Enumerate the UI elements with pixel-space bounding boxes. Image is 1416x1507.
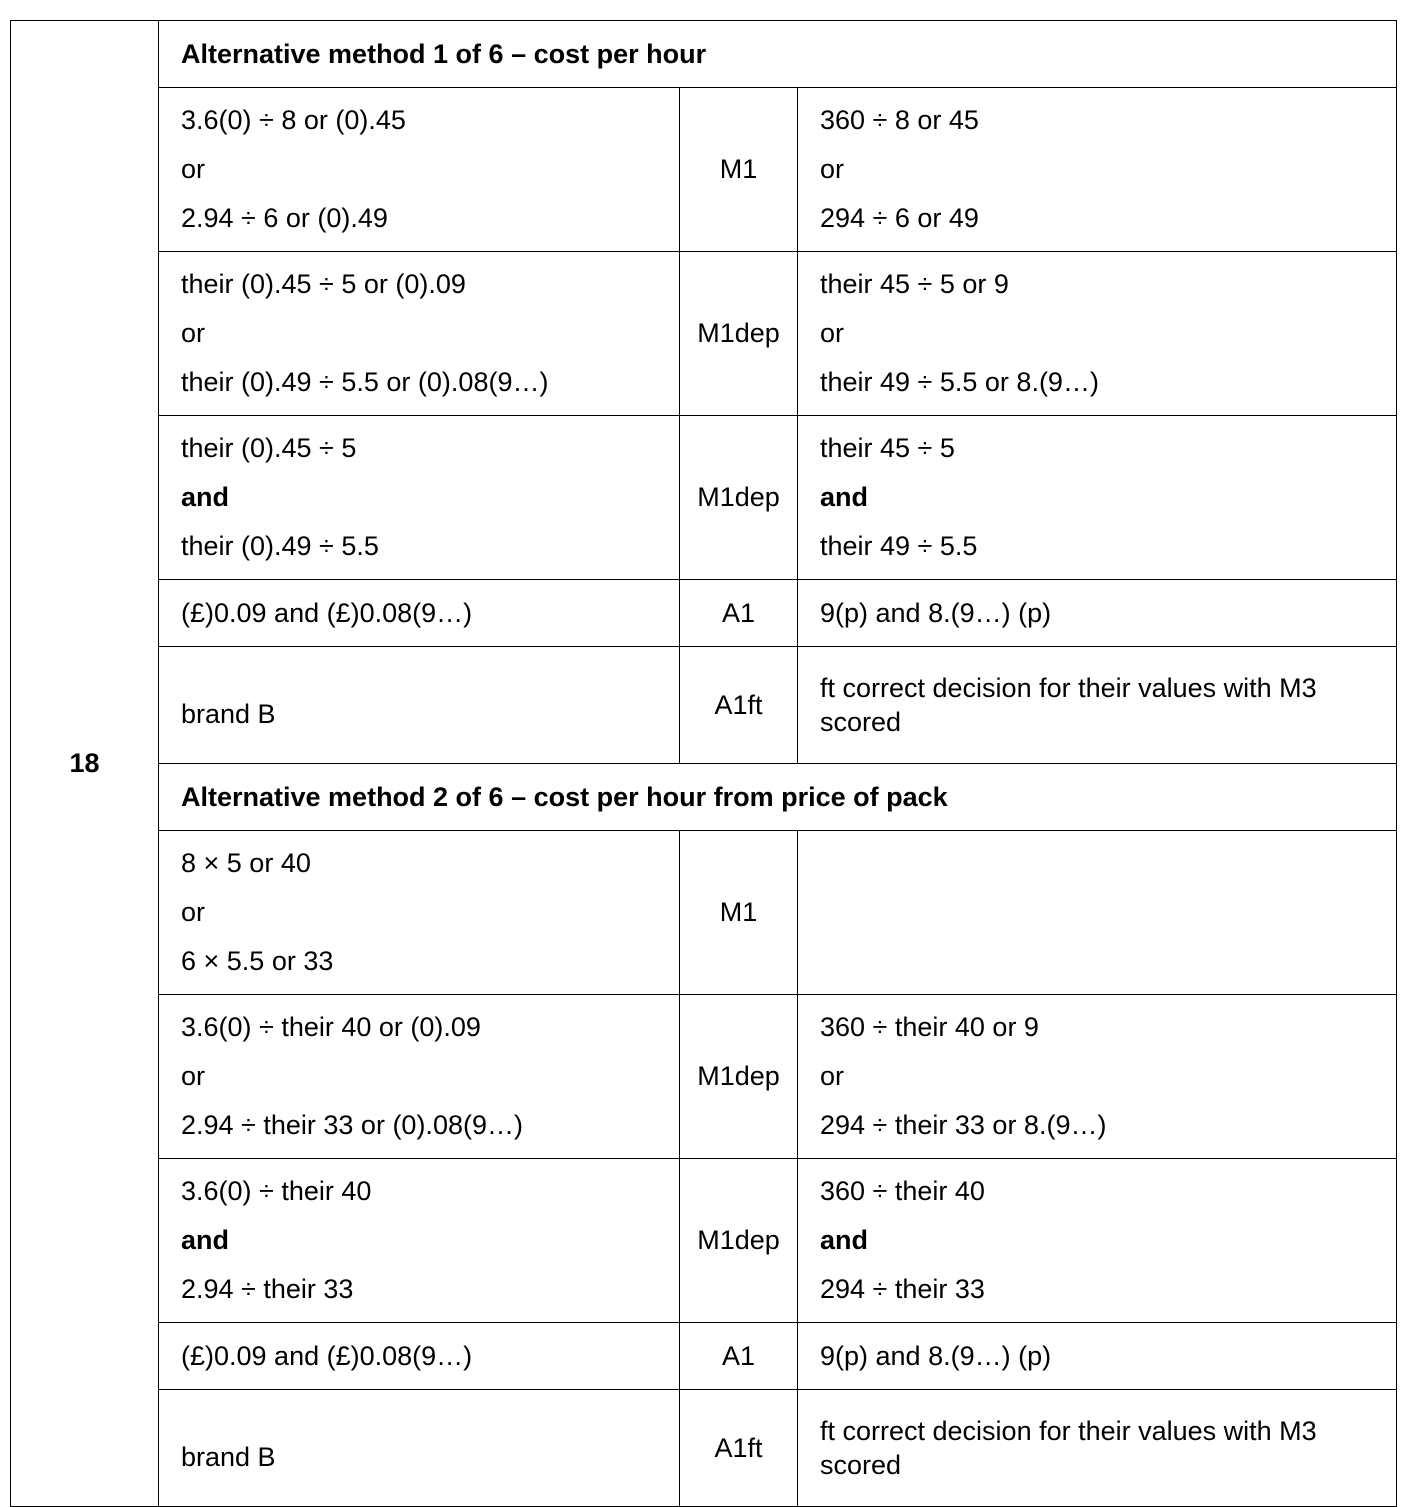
comment-text: 9(p) and 8.(9…) (p): [820, 1340, 1052, 1371]
answer-cell: [159, 88, 680, 252]
answer-line: their (0).49 ÷ 5.5: [181, 531, 379, 561]
answer-connector: and: [181, 1225, 230, 1255]
comment-connector: and: [820, 1225, 869, 1255]
method-1-heading: Alternative method 1 of 6 – cost per hour: [159, 21, 1397, 88]
mark-cell: A1ft: [680, 1390, 798, 1507]
answer-line: 8 × 5 or 40: [181, 848, 311, 878]
answer-text: brand B: [181, 698, 276, 729]
table-row: [11, 647, 1397, 764]
mark-cell: A1ft: [680, 647, 798, 764]
comment-line: their 45 ÷ 5: [820, 433, 955, 463]
mark-cell: A1: [680, 1323, 798, 1390]
answer-connector: and: [181, 482, 230, 512]
mark-scheme-table: [10, 20, 1397, 1507]
mark-cell: A1: [680, 580, 798, 647]
answer-cell: [159, 1390, 680, 1507]
answer-line: or: [181, 1061, 206, 1091]
answer-cell: [159, 1159, 680, 1323]
answer-cell: [159, 831, 680, 995]
comment-line: 360 ÷ their 40: [820, 1176, 985, 1206]
method-1-heading-row: [11, 21, 1397, 88]
comment-cell: [798, 995, 1397, 1159]
answer-cell: [159, 1323, 680, 1390]
comment-text: ft correct decision for their values with M3 scored: [820, 1416, 1317, 1480]
comment-cell: [798, 1390, 1397, 1507]
answer-line: or: [181, 154, 206, 184]
comment-line: 294 ÷ 6 or 49: [820, 203, 979, 233]
comment-cell: [798, 1159, 1397, 1323]
table-row: [11, 88, 1397, 252]
table-row: [11, 1159, 1397, 1323]
mark-cell: M1dep: [680, 995, 798, 1159]
table-row: [11, 252, 1397, 416]
method-2-heading-row: [11, 764, 1397, 831]
comment-line: 360 ÷ their 40 or 9: [820, 1012, 1039, 1042]
table-row: [11, 416, 1397, 580]
answer-line: 2.94 ÷ their 33: [181, 1274, 354, 1304]
comment-cell: [798, 647, 1397, 764]
answer-line: or: [181, 318, 206, 348]
answer-line: 3.6(0) ÷ their 40: [181, 1176, 372, 1206]
answer-cell: [159, 580, 680, 647]
answer-line: 3.6(0) ÷ their 40 or (0).09: [181, 1012, 481, 1042]
table-row: [11, 831, 1397, 995]
answer-text: brand B: [181, 1441, 276, 1472]
answer-line: 2.94 ÷ 6 or (0).49: [181, 203, 388, 233]
comment-line: or: [820, 154, 845, 184]
comment-cell: [798, 1323, 1397, 1390]
comment-connector: and: [820, 482, 869, 512]
table-row: [11, 1323, 1397, 1390]
question-number: 18: [11, 21, 159, 1507]
mark-cell: M1: [680, 831, 798, 995]
mark-cell: M1dep: [680, 416, 798, 580]
answer-line: their (0).49 ÷ 5.5 or (0).08(9…): [181, 367, 549, 397]
comment-line: their 49 ÷ 5.5: [820, 531, 978, 561]
answer-line: or: [181, 897, 206, 927]
comment-cell: [798, 88, 1397, 252]
answer-line: 6 × 5.5 or 33: [181, 946, 334, 976]
answer-line: 3.6(0) ÷ 8 or (0).45: [181, 105, 406, 135]
table-row: [11, 995, 1397, 1159]
table-row: [11, 580, 1397, 647]
answer-line: their (0).45 ÷ 5: [181, 433, 357, 463]
comment-cell: [798, 416, 1397, 580]
method-2-heading: Alternative method 2 of 6 – cost per hour from price of pack: [159, 764, 1397, 831]
answer-text: (£)0.09 and (£)0.08(9…): [181, 597, 473, 628]
comment-line: or: [820, 318, 845, 348]
answer-line: 2.94 ÷ their 33 or (0).08(9…): [181, 1110, 523, 1140]
comment-cell: [798, 580, 1397, 647]
answer-line: their (0).45 ÷ 5 or (0).09: [181, 269, 466, 299]
mark-cell: M1dep: [680, 252, 798, 416]
comment-line: their 45 ÷ 5 or 9: [820, 269, 1009, 299]
comment-text: ft correct decision for their values with M3 scored: [820, 673, 1317, 737]
mark-cell: M1: [680, 88, 798, 252]
table-row: [11, 1390, 1397, 1507]
answer-text: (£)0.09 and (£)0.08(9…): [181, 1340, 473, 1371]
comment-cell: [798, 831, 1397, 995]
comment-cell: [798, 252, 1397, 416]
answer-cell: [159, 647, 680, 764]
comment-line: their 49 ÷ 5.5 or 8.(9…): [820, 367, 1099, 397]
comment-line: or: [820, 1061, 845, 1091]
comment-line: 294 ÷ their 33 or 8.(9…): [820, 1110, 1107, 1140]
answer-cell: [159, 416, 680, 580]
mark-cell: M1dep: [680, 1159, 798, 1323]
answer-cell: [159, 252, 680, 416]
comment-line: 360 ÷ 8 or 45: [820, 105, 979, 135]
comment-text: 9(p) and 8.(9…) (p): [820, 597, 1052, 628]
answer-cell: [159, 995, 680, 1159]
comment-line: 294 ÷ their 33: [820, 1274, 985, 1304]
